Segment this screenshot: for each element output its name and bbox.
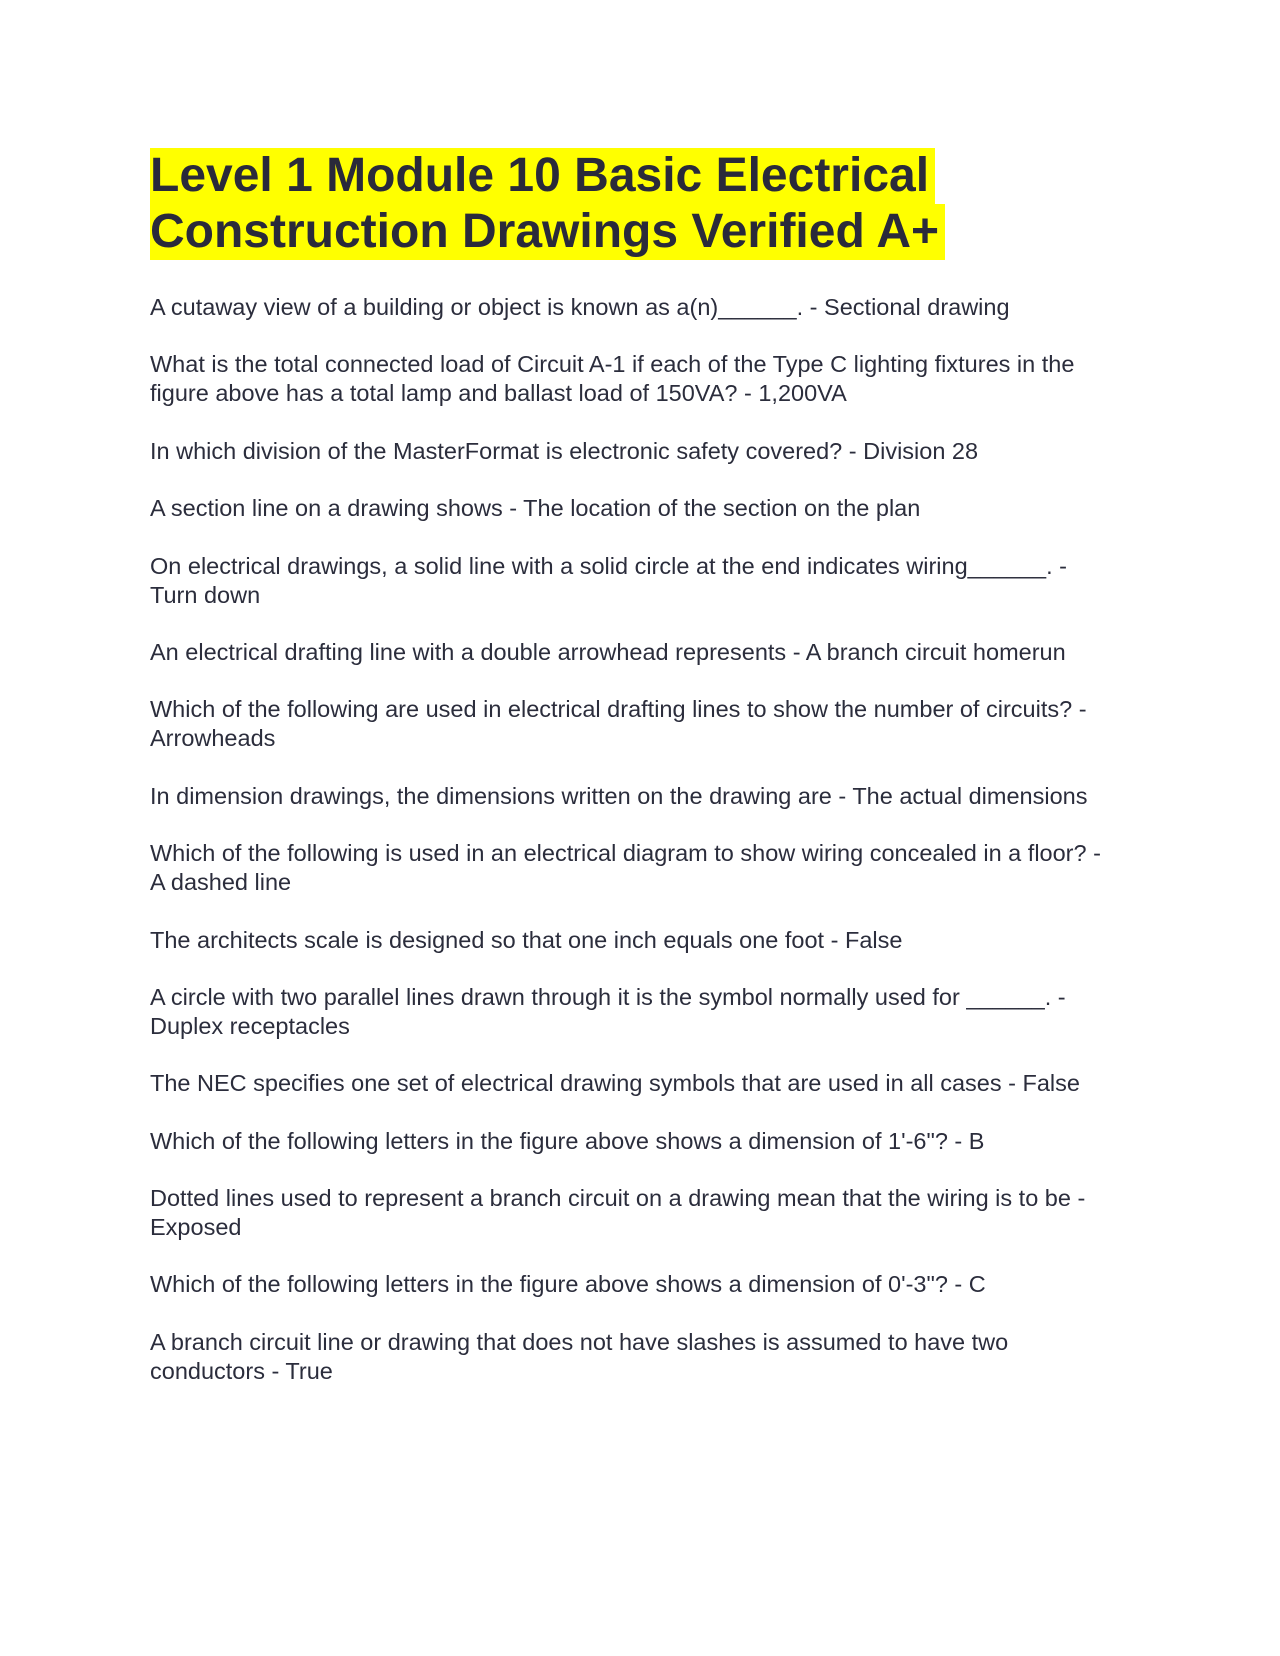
qa-item: A section line on a drawing shows - The location of the section on the plan (150, 495, 921, 522)
qa-item: Which of the following is used in an electrical diagram to show wiring concealed in a floor? - A dashed line (150, 840, 1101, 896)
qa-item: A circle with two parallel lines drawn through it is the symbol normally used for ______. - Duplex receptacles (150, 983, 1066, 1039)
document-title (150, 148, 1110, 260)
qa-item: Which of the following are used in electrical drafting lines to show the number of circuits? - Arrowheads (150, 696, 1087, 752)
qa-item: In which division of the MasterFormat is electronic safety covered? - Division 28 (150, 437, 979, 464)
qa-item: On electrical drawings, a solid line with a solid circle at the end indicates wiring______. - Turn down (150, 552, 1067, 608)
qa-item: A branch circuit line or drawing that does not have slashes is assumed to have two conductors - True (150, 1328, 1009, 1384)
title-line-2: Construction Drawings Verified A+ (150, 204, 945, 260)
qa-item: Dotted lines used to represent a branch circuit on a drawing mean that the wiring is to be - Exposed (150, 1185, 1086, 1241)
title-line-1: Level 1 Module 10 Basic Electrical (150, 148, 935, 204)
qa-item: A cutaway view of a building or object is known as a(n)______. - Sectional drawing (150, 294, 1010, 320)
qa-item: In dimension drawings, the dimensions written on the drawing are - The actual dimensions (150, 782, 1088, 809)
qa-item: Which of the following letters in the figure above shows a dimension of 0'-3"? - C (150, 1271, 986, 1298)
qa-item: The NEC specifies one set of electrical drawing symbols that are used in all cases - False (150, 1070, 1080, 1097)
qa-list (150, 293, 1110, 1414)
qa-item: What is the total connected load of Circuit A-1 if each of the Type C lighting fixtures in the figure above has a total lamp and ballast load of 150VA? - 1,200VA (150, 351, 1075, 407)
qa-item: The architects scale is designed so that one inch equals one foot - False (150, 926, 903, 953)
qa-item: Which of the following letters in the figure above shows a dimension of 1'-6"? - B (150, 1127, 985, 1154)
qa-item: An electrical drafting line with a double arrowhead represents - A branch circuit homerun (150, 638, 1066, 665)
